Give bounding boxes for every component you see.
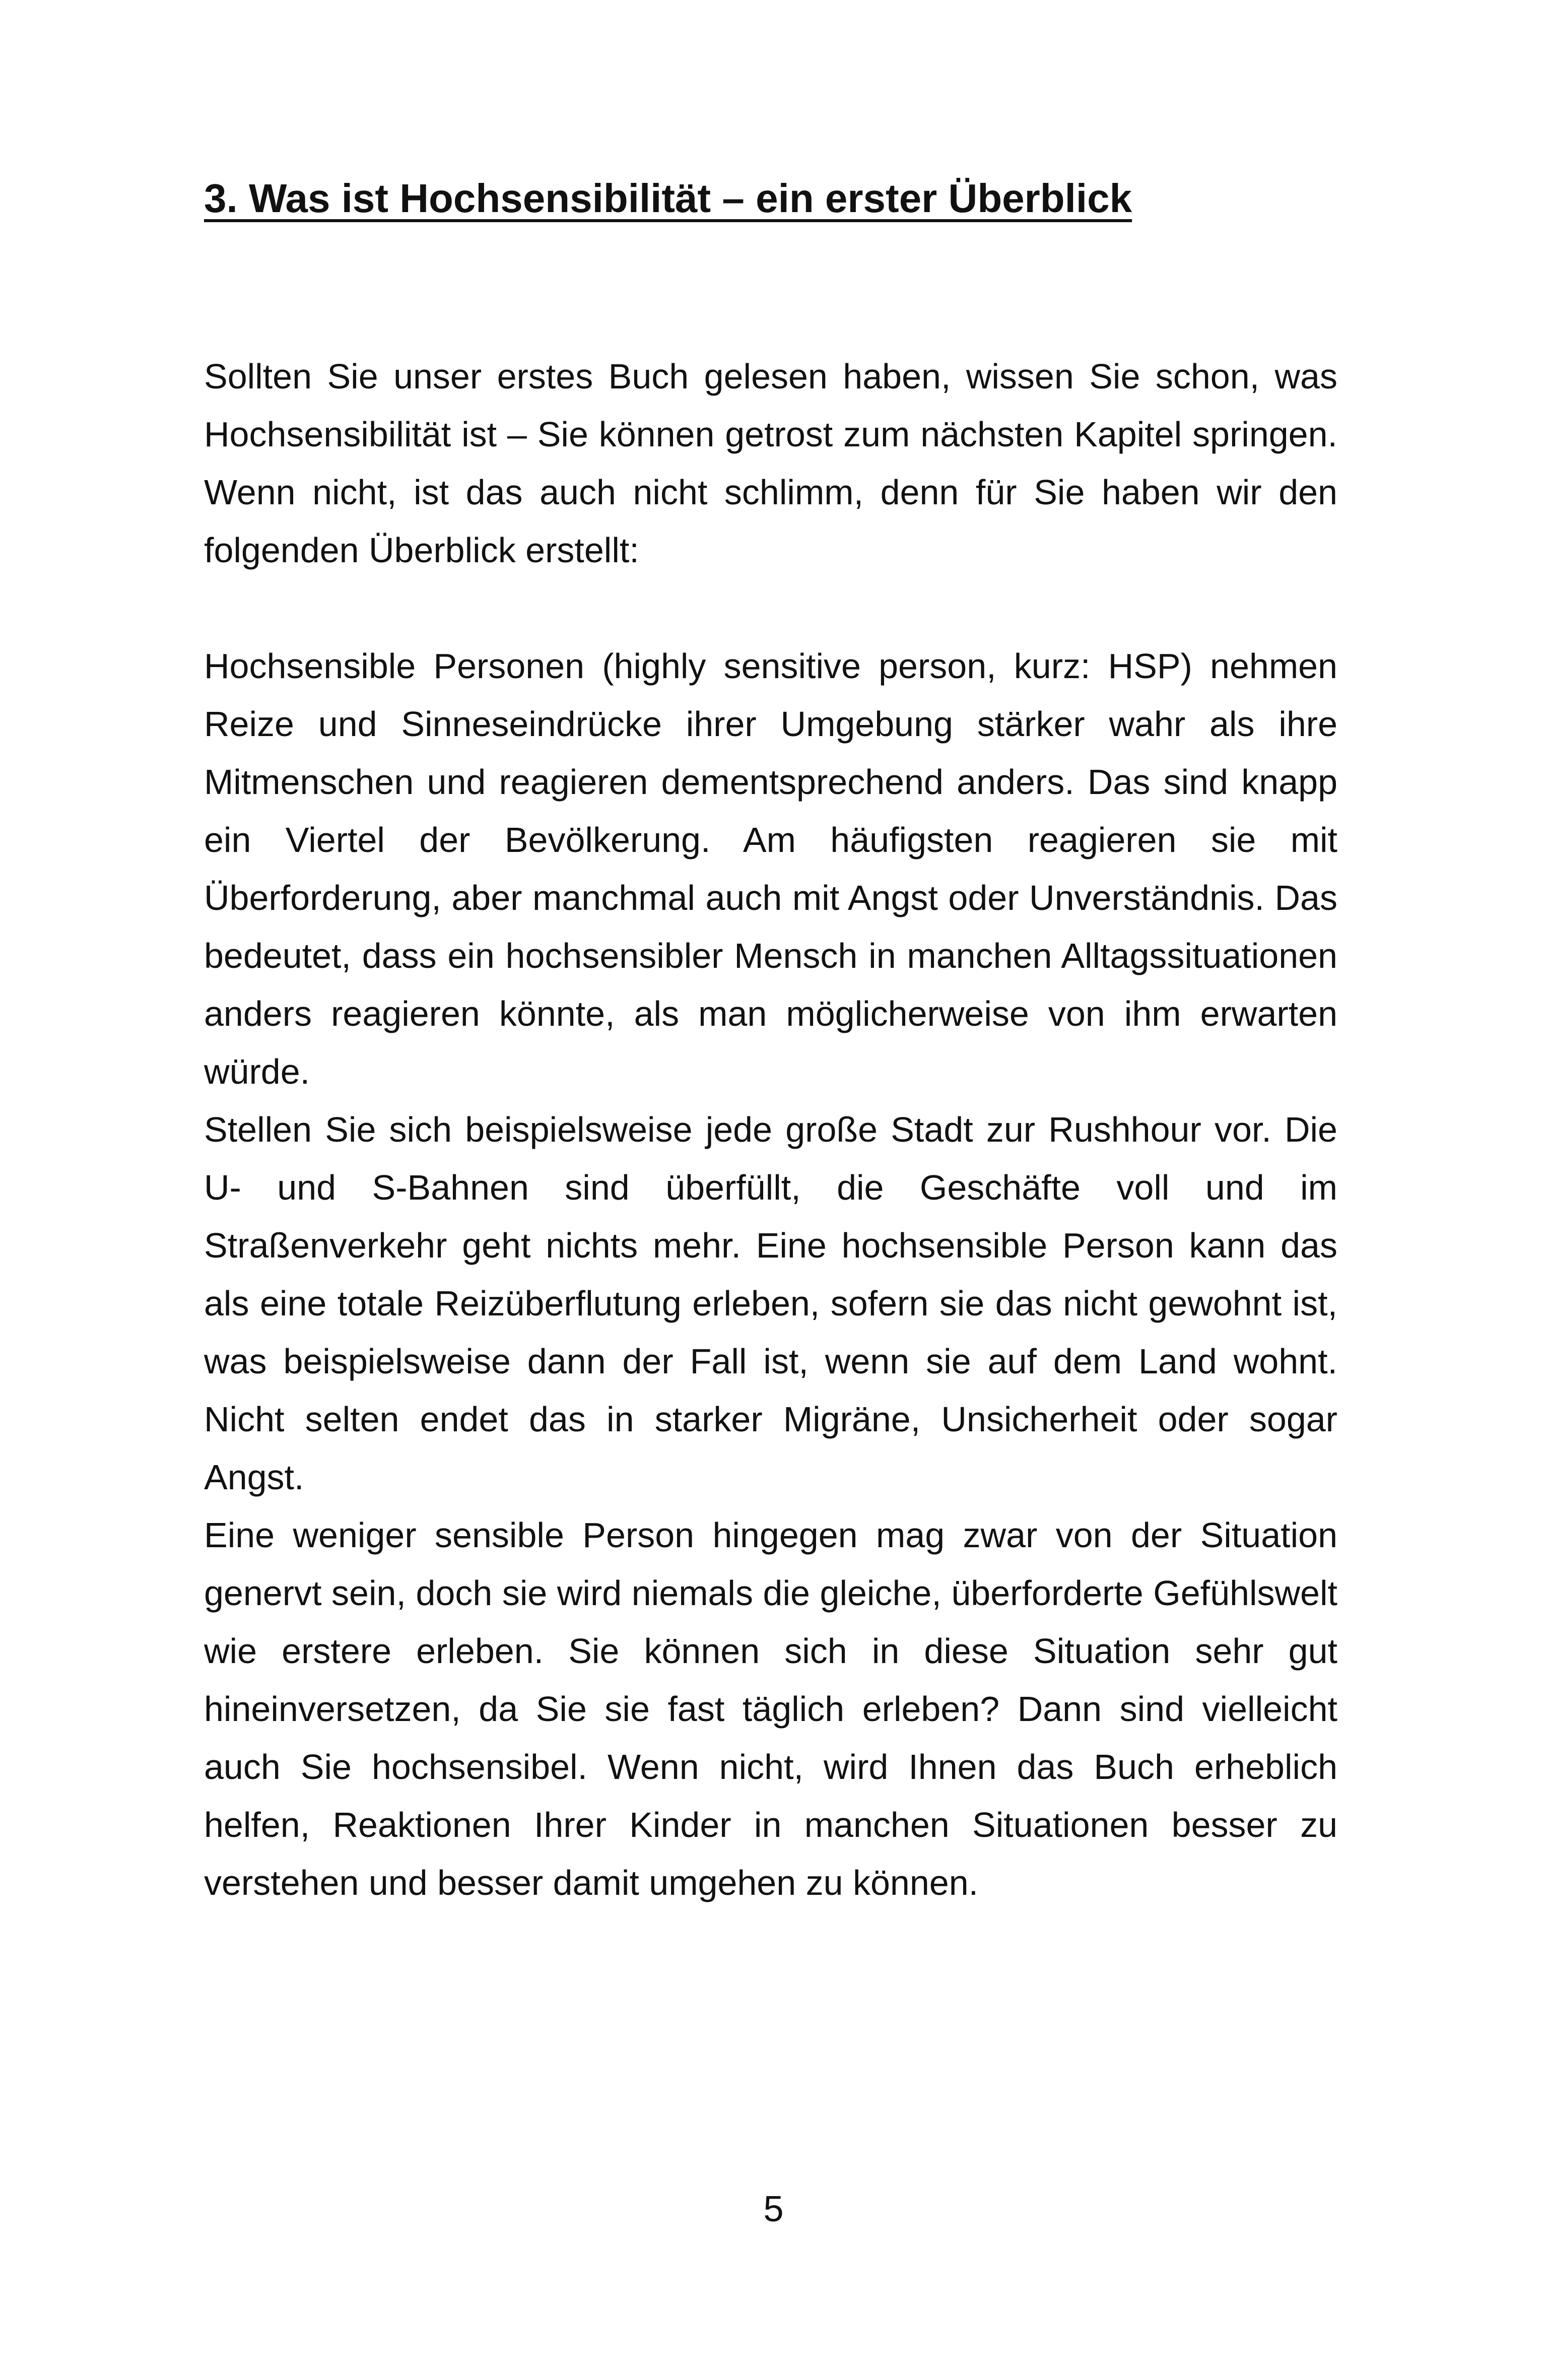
chapter-heading: 3. Was ist Hochsensibilität – ein erster Überblick xyxy=(204,176,1132,221)
paragraph: Stellen Sie sich beispielsweise jede große Stadt zur Rushhour vor. Die U- und S-Bahnen sind überfüllt, die Geschäfte voll und im Straßenverkehr geht nichts mehr. Eine hochsensible Person kann das als eine totale Reizüberflutung erleben, sofern sie das nicht gewohnt ist, was beispielsweise dann der Fall ist, wenn sie auf dem Land wohnt. Nicht selten endet das in starker Migräne, Unsicherheit oder sogar Angst. xyxy=(204,1110,1337,1497)
page-number: 5 xyxy=(763,2189,784,2229)
paragraph: Hochsensible Personen (highly sensitive person, kurz: HSP) nehmen Reize und Sinneseindrücke ihrer Umgebung stärker wahr als ihre Mitmenschen und reagieren dementsprechend anders. Das sind knapp ein Viertel der Bevölkerung. Am häufigsten reagieren sie mit Überforderung, aber manchmal auch mit Angst oder Unverständnis. Das bedeutet, dass ein hochsensibler Mensch in manchen Alltagssituationen anders reagieren könnte, als man möglicherweise von ihm erwarten würde. xyxy=(204,646,1337,1091)
paragraph: Eine weniger sensible Person hingegen mag zwar von der Situation genervt sein, doch sie wird niemals die gleiche, überforderte Gefühlswelt wie erstere erleben. Sie können sich in diese Situation sehr gut hineinversetzen, da Sie sie fast täglich erleben? Dann sind vielleicht auch Sie hochsensibel. Wenn nicht, wird Ihnen das Buch erheblich helfen, Reaktionen Ihrer Kinder in manchen Situationen besser zu verstehen und besser damit umgehen zu können. xyxy=(204,1515,1337,1902)
paragraph: Sollten Sie unser erstes Buch gelesen haben, wissen Sie schon, was Hochsensibilität ist – Sie können getrost zum nächsten Kapitel springen. Wenn nicht, ist das auch nicht schlimm, denn für Sie haben wir den folgenden Überblick erstellt: xyxy=(204,357,1337,570)
page-content xyxy=(204,171,1337,1912)
